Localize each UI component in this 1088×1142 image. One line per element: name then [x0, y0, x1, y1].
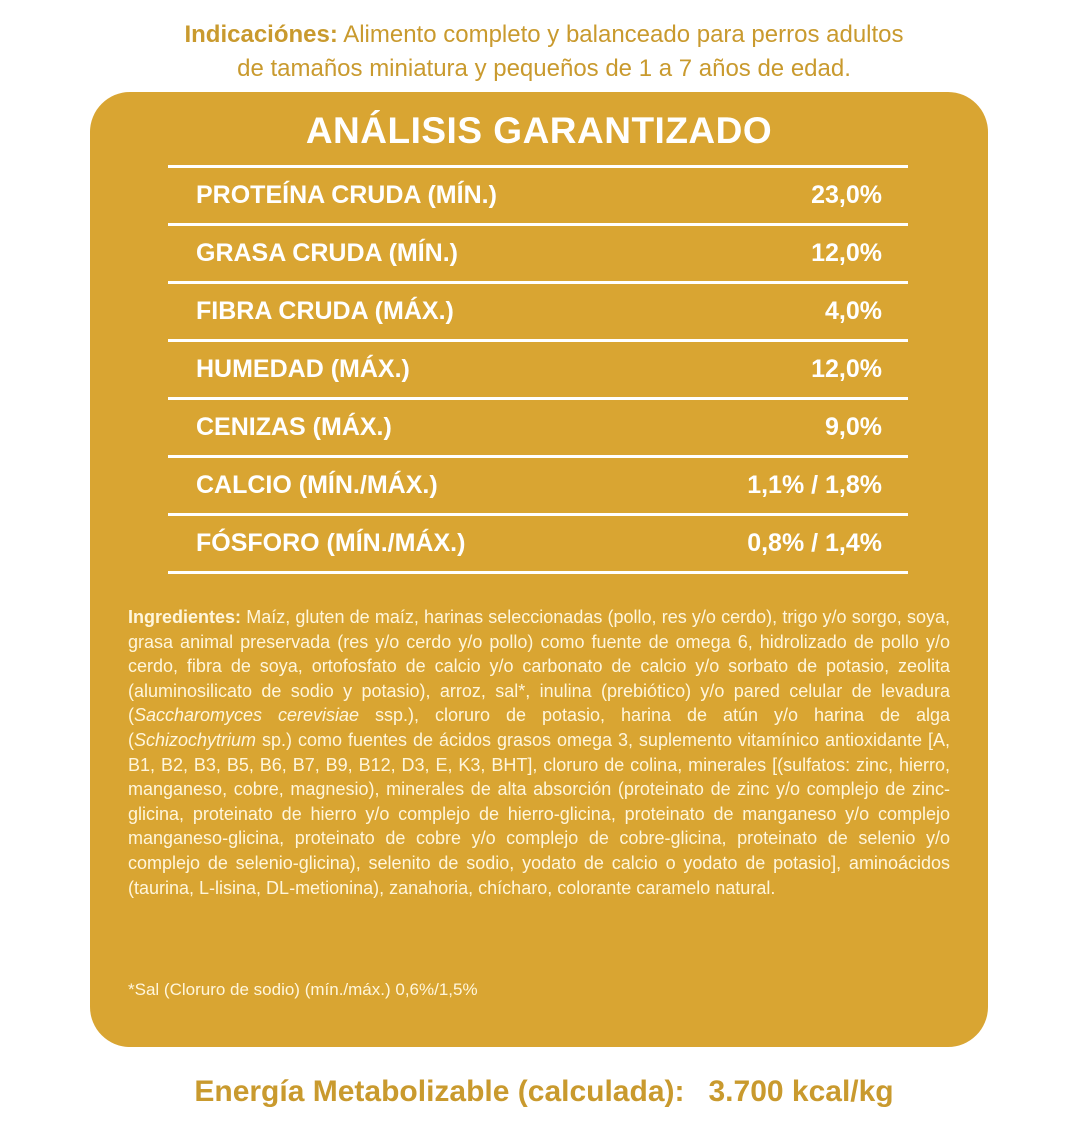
row-value-moisture: 12,0% — [811, 355, 882, 383]
analysis-table — [168, 165, 908, 574]
table-row — [168, 168, 908, 226]
indications-line1: Alimento completo y balanceado para perros adultos — [343, 21, 904, 48]
energy-label: Energía Metabolizable (calculada): — [194, 1075, 685, 1108]
indications-text — [0, 18, 1088, 86]
row-label-moisture: HUMEDAD (MÁX.) — [196, 355, 410, 383]
indications-label: Indicaciónes: — [184, 21, 338, 48]
row-label-fiber: FIBRA CRUDA (MÁX.) — [196, 297, 454, 325]
ingredients-part1: Maíz, gluten de maíz, harinas seleccionadas (pollo, res y/o cerdo), trigo y/o sorgo, soya, grasa animal preservada (res y/o cerdo y/o pollo) como fuente de omega 6, hidrolizado de pollo y/o cerdo, fibra de soya, ortofosfato de calcio y/o carbonato de calcio y/o sorbato de potasio, zeolita (aluminosilicato de sodio y potasio), arroz, sal*, inulina (prebiótico) y/o pared celular de levadura ( — [128, 607, 950, 726]
row-label-calcium: CALCIO (MÍN./MÁX.) — [196, 471, 438, 499]
table-row — [168, 342, 908, 400]
row-value-calcium: 1,1% / 1,8% — [747, 471, 882, 499]
ingredients-species1: Saccharomyces cerevisiae — [134, 705, 360, 726]
table-row — [168, 516, 908, 574]
ingredients-part3: sp.) como fuentes de ácidos grasos omega 3, suplemento vitamínico antioxidante [A, B1, B2, B3, B5, B6, B7, B9, B12, D3, E, K3, BHT], cloruro de colina, minerales [(sulfatos: zinc, hierro, manganeso, cobre, magnesio), minerales de alta absorción (proteinato de zinc y/o complejo de zinc-glicina, proteinato de hierro y/o complejo de hierro-glicina, proteinato de manganeso y/o complejo manganeso-glicina, proteinato de cobre y/o complejo de cobre-glicina, proteinato de selenio y/o complejo de selenio-glicina), selenito de sodio, yodato de calcio o yodato de potasio], aminoácidos (taurina, L-lisina, DL-metionina), zanahoria, chícharo, colorante caramelo natural. — [128, 729, 950, 898]
indications-line2: de tamaños miniatura y pequeños de 1 a 7 años de edad. — [237, 55, 851, 82]
row-label-phosphorus: FÓSFORO (MÍN./MÁX.) — [196, 529, 466, 557]
row-label-fat: GRASA CRUDA (MÍN.) — [196, 239, 459, 267]
row-label-ash: CENIZAS (MÁX.) — [196, 413, 392, 441]
ingredients-text — [128, 605, 950, 900]
row-value-fiber: 4,0% — [825, 297, 882, 325]
row-value-phosphorus: 0,8% / 1,4% — [747, 529, 882, 557]
row-value-protein: 23,0% — [811, 181, 882, 209]
row-label-protein: PROTEÍNA CRUDA (MÍN.) — [196, 181, 497, 209]
row-value-ash: 9,0% — [825, 413, 882, 441]
salt-footnote: *Sal (Cloruro de sodio) (mín./máx.) 0,6%/1,5% — [128, 980, 478, 999]
energy-value: 3.700 kcal/kg — [708, 1075, 894, 1108]
ingredients-part2: ssp.), cloruro de potasio, harina de atún y/o harina de alga ( — [128, 705, 950, 750]
analysis-panel — [90, 92, 988, 1047]
ingredients-species2: Schizochytrium — [134, 729, 257, 750]
table-row — [168, 400, 908, 458]
table-row — [168, 458, 908, 516]
row-value-fat: 12,0% — [811, 239, 882, 267]
energy-line — [0, 1075, 1088, 1109]
analysis-title: ANÁLISIS GARANTIZADO — [305, 110, 773, 151]
table-row — [168, 284, 908, 342]
table-row — [168, 226, 908, 284]
ingredients-label: Ingredientes: — [128, 607, 242, 627]
